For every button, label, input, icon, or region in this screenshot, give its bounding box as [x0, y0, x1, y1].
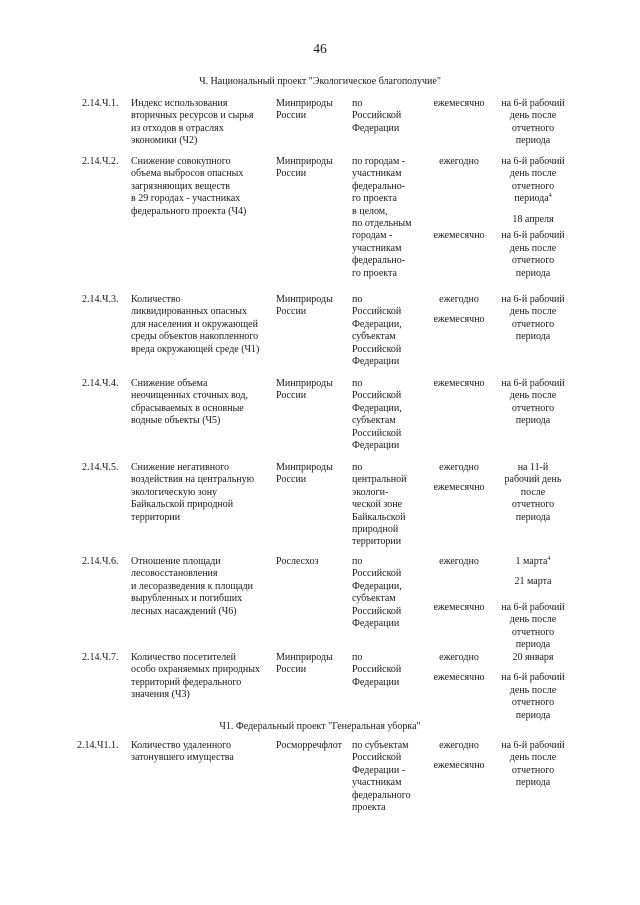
level-line: Федерации,: [352, 580, 402, 592]
deadline-line: периода$^4$: [514, 193, 552, 205]
indicator-name: [131, 556, 253, 618]
indicator-name: [131, 740, 234, 765]
level-line: Российской: [352, 752, 402, 764]
deadline-line: на 6-й рабочий: [501, 230, 565, 242]
level-line: по: [352, 98, 363, 109]
indicator-code: 2.14.Ч.3.: [82, 294, 119, 305]
indicator-code: 2.14.Ч.7.: [82, 652, 119, 663]
deadline-line: на 6-й рабочий: [501, 672, 565, 684]
indicator-name-line: Индекс использования: [131, 98, 228, 109]
frequency-value: ежегодно: [439, 740, 479, 751]
frequency: [424, 98, 494, 110]
deadline-line: рабочий день: [504, 474, 562, 486]
level-line: Российской: [352, 306, 402, 318]
deadline-line: отчетного: [511, 499, 555, 511]
level-line: проекта: [352, 801, 386, 813]
frequency-value: ежегодно: [439, 652, 479, 663]
indicator-name-line: вреда окружающей среде (Ч1): [131, 343, 260, 355]
deadline-line: периода: [515, 777, 551, 789]
level-line: участникам: [352, 242, 402, 254]
deadline-line: день после: [509, 306, 557, 318]
level-line: Российской: [352, 390, 402, 402]
responsible-line: Минприроды: [276, 652, 333, 663]
footnote-marker: 4: [548, 193, 552, 200]
responsible-line: России: [276, 110, 307, 122]
aggregation-level: [352, 462, 406, 549]
frequency-value: ежемесячно: [433, 601, 485, 613]
deadline: [494, 652, 572, 722]
section-title: Ч1. Федеральный проект "Генеральная уборка": [219, 721, 421, 732]
indicator-name-line: водные объекты (Ч5): [131, 415, 221, 427]
indicator-name-line: Снижение объема: [131, 378, 208, 389]
deadline-line: день после: [509, 614, 557, 626]
page-number: 46: [313, 41, 327, 56]
level-line: по: [352, 462, 363, 473]
responsible-line: России: [276, 474, 307, 486]
level-line: по отдельным: [352, 217, 412, 229]
deadline-line: отчетного: [511, 255, 555, 267]
indicator-name: [131, 156, 246, 218]
indicator-name-line: Количество удаленного: [131, 740, 232, 751]
level-line: по субъектам: [352, 740, 409, 751]
level-line: Российской: [352, 605, 402, 617]
frequency: [424, 462, 494, 495]
indicator-name: [131, 294, 259, 356]
responsible-agency: [276, 556, 319, 568]
level-line: Федерации: [352, 439, 400, 451]
responsible-line: Минприроды: [276, 98, 333, 109]
level-line: Российской: [352, 568, 402, 580]
indicator-name: [131, 652, 260, 702]
frequency: [424, 156, 494, 243]
aggregation-level: [352, 294, 402, 368]
indicator-name-line: вторичных ресурсов и сырья: [131, 110, 254, 122]
deadline-line: отчетного: [511, 626, 555, 638]
frequency-value: ежемесячно: [433, 672, 485, 684]
indicator-name-line: и лесоразведения к площади: [131, 580, 253, 592]
aggregation-level: [352, 740, 411, 814]
level-line: Федерации,: [352, 402, 402, 414]
indicator-name-line: в 29 городах - участниках: [131, 193, 241, 205]
level-line: по: [352, 556, 363, 567]
deadline-line: отчетного: [511, 402, 555, 414]
level-line: ческой зоне: [352, 499, 403, 511]
frequency: [424, 378, 494, 390]
indicator-name-line: вырубленных и погибших: [131, 593, 243, 605]
level-line: го проекта: [352, 267, 397, 279]
deadline-line: периода: [515, 135, 551, 147]
indicator-name-line: сбрасываемых в основные: [131, 402, 244, 414]
indicator-name-line: особо охраняемых природных: [131, 664, 260, 676]
indicator-name-line: экологическую зону: [131, 486, 218, 498]
level-line: территории: [352, 536, 402, 548]
responsible-line: Минприроды: [276, 156, 333, 167]
level-line: федерально-: [352, 255, 406, 267]
frequency-value: ежемесячно: [433, 482, 485, 494]
level-line: федерального: [352, 789, 411, 801]
level-line: Федерации,: [352, 318, 402, 330]
indicator-name-line: Байкальской природной: [131, 499, 234, 511]
indicator-name-line: Отношение площади: [131, 556, 221, 567]
deadline: [494, 556, 572, 651]
level-line: центральной: [352, 474, 407, 486]
frequency: [424, 740, 494, 773]
level-line: по: [352, 652, 363, 663]
responsible-agency: [276, 294, 333, 319]
frequency-value: ежемесячно: [433, 98, 485, 109]
indicator-code: 2.14.Ч.4.: [82, 378, 119, 389]
indicator-name-line: ликвидированных опасных: [131, 306, 247, 318]
responsible-line: России: [276, 168, 307, 180]
indicator-code: 2.14.Ч.2.: [82, 156, 119, 167]
deadline-line: день после: [509, 110, 557, 122]
indicator-name-line: лесных насаждений (Ч6): [131, 605, 237, 617]
indicator-code: 2.14.Ч.6.: [82, 556, 119, 567]
level-line: Российской: [352, 427, 402, 439]
responsible-line: Минприроды: [276, 462, 333, 473]
aggregation-level: [352, 556, 402, 630]
indicator-name-line: загрязняющих веществ: [131, 180, 231, 192]
section-title: Ч. Национальный проект "Экологическое благополучие": [199, 76, 441, 87]
level-line: Федерации: [352, 617, 400, 629]
level-line: по: [352, 378, 363, 389]
indicator-name-line: территории: [131, 511, 181, 523]
frequency-value: ежемесячно: [433, 378, 485, 389]
deadline: [494, 462, 572, 524]
deadline-line: 20 января: [512, 652, 554, 663]
level-line: Байкальской: [352, 511, 406, 523]
deadline-line: на 6-й рабочий: [501, 294, 565, 305]
frequency-value: ежемесячно: [433, 314, 485, 326]
indicator-name: [131, 98, 254, 148]
level-line: федерально-: [352, 180, 406, 192]
deadline-line: отчетного: [511, 764, 555, 776]
deadline-line: на 11-й: [517, 462, 549, 473]
indicator-name-line: Снижение совокупного: [131, 156, 231, 167]
deadline: [494, 378, 572, 428]
deadline-line: день после: [509, 752, 557, 764]
frequency: [424, 652, 494, 685]
deadline-line: на 6-й рабочий: [501, 156, 565, 167]
responsible-line: России: [276, 664, 307, 676]
frequency-value: ежегодно: [439, 294, 479, 305]
aggregation-level: [352, 98, 401, 135]
frequency: [424, 556, 494, 614]
indicator-name-line: из отходов в отраслях: [131, 122, 224, 134]
level-line: Федерации: [352, 676, 400, 688]
level-line: Федерации: [352, 122, 400, 134]
indicator-name-line: объема выбросов опасных: [131, 168, 244, 180]
deadline-line: периода: [515, 415, 551, 427]
deadline-line: день после: [509, 684, 557, 696]
deadline-line: на 6-й рабочий: [501, 601, 565, 613]
indicator-name-line: затонувшего имущества: [131, 752, 234, 764]
responsible-line: России: [276, 306, 307, 318]
deadline-line: 1 марта$^4$: [515, 556, 551, 567]
indicator-name-line: воздействия на центральную: [131, 474, 255, 486]
responsible-agency: [276, 98, 333, 123]
deadline-line: периода: [515, 331, 551, 343]
deadline-line: после: [520, 486, 546, 498]
responsible-agency: [276, 652, 333, 677]
deadline: [494, 740, 572, 790]
indicator-name-line: Количество посетителей: [131, 652, 236, 663]
level-line: участникам: [352, 168, 402, 180]
deadline-line: отчетного: [511, 180, 555, 192]
responsible-agency: [276, 156, 333, 181]
indicator-name-line: неочищенных сточных вод,: [131, 390, 248, 402]
indicator-name-line: федерального проекта (Ч4): [131, 205, 247, 217]
deadline-line: отчетного: [511, 697, 555, 709]
aggregation-level: [352, 652, 401, 689]
indicator-name: [131, 462, 254, 524]
level-line: участникам: [352, 777, 402, 789]
level-line: го проекта: [352, 193, 397, 205]
deadline-line: 21 марта: [514, 576, 552, 588]
level-line: субъектам: [352, 593, 396, 605]
deadline-line: периода: [515, 511, 551, 523]
indicator-name-line: лесовосстановления: [131, 568, 218, 580]
level-line: по: [352, 294, 363, 305]
level-line: природной: [352, 523, 399, 535]
deadline-line: периода: [515, 639, 551, 651]
level-line: в целом,: [352, 205, 388, 217]
deadline-line: на 6-й рабочий: [501, 740, 565, 751]
indicator-code: 2.14.Ч1.1.: [77, 740, 119, 751]
deadline: [494, 294, 572, 344]
indicator-code: 2.14.Ч.5.: [82, 462, 119, 473]
indicator-name-line: Количество: [131, 294, 181, 305]
frequency-value: ежегодно: [439, 156, 479, 167]
level-line: экологи-: [352, 486, 389, 498]
indicator-name-line: Снижение негативного: [131, 462, 229, 473]
responsible-line: Минприроды: [276, 378, 333, 389]
indicator-name-line: экономики (Ч2): [131, 135, 198, 147]
level-line: Российской: [352, 664, 402, 676]
frequency-value: ежегодно: [439, 556, 479, 567]
deadline-line: периода: [515, 267, 551, 279]
deadline-line: день после: [509, 168, 557, 180]
deadline-line: на 6-й рабочий: [501, 98, 565, 109]
level-line: субъектам: [352, 331, 396, 343]
deadline-line: 18 апреля: [512, 213, 554, 225]
responsible-agency: [276, 740, 342, 752]
deadline-line: день после: [509, 390, 557, 402]
responsible-line: Росморречфлот: [276, 740, 343, 751]
aggregation-level: [352, 156, 411, 280]
deadline-line: отчетного: [511, 122, 555, 134]
aggregation-level: [352, 378, 402, 452]
indicator-name-line: значения (Ч3): [131, 689, 190, 701]
responsible-line: Рослесхоз: [276, 556, 319, 567]
level-line: Федерации -: [352, 764, 406, 776]
indicator-name-line: среды объектов накопленного: [131, 331, 259, 343]
level-line: городам -: [352, 230, 393, 242]
level-line: субъектам: [352, 415, 396, 427]
footnote-marker: 4: [547, 556, 551, 562]
deadline: [494, 156, 572, 280]
frequency: [424, 294, 494, 327]
indicator-code: 2.14.Ч.1.: [82, 98, 119, 109]
responsible-agency: [276, 378, 333, 403]
level-line: по городам -: [352, 156, 406, 167]
deadline-line: день после: [509, 242, 557, 254]
responsible-agency: [276, 462, 333, 487]
deadline: [494, 98, 572, 148]
indicator-name-line: территорий федерального: [131, 676, 242, 688]
responsible-line: России: [276, 390, 307, 402]
indicator-name-line: для населения и окружающей: [131, 318, 258, 330]
deadline-line: периода: [515, 709, 551, 721]
level-line: Российской: [352, 343, 402, 355]
responsible-line: Минприроды: [276, 294, 333, 305]
deadline-line: на 6-й рабочий: [501, 378, 565, 389]
level-line: Федерации: [352, 355, 400, 367]
indicator-name: [131, 378, 248, 428]
frequency-value: ежемесячно: [433, 760, 485, 772]
frequency-value: ежемесячно: [433, 230, 485, 242]
frequency-value: ежегодно: [439, 462, 479, 473]
deadline-line: отчетного: [511, 318, 555, 330]
level-line: Российской: [352, 110, 402, 122]
